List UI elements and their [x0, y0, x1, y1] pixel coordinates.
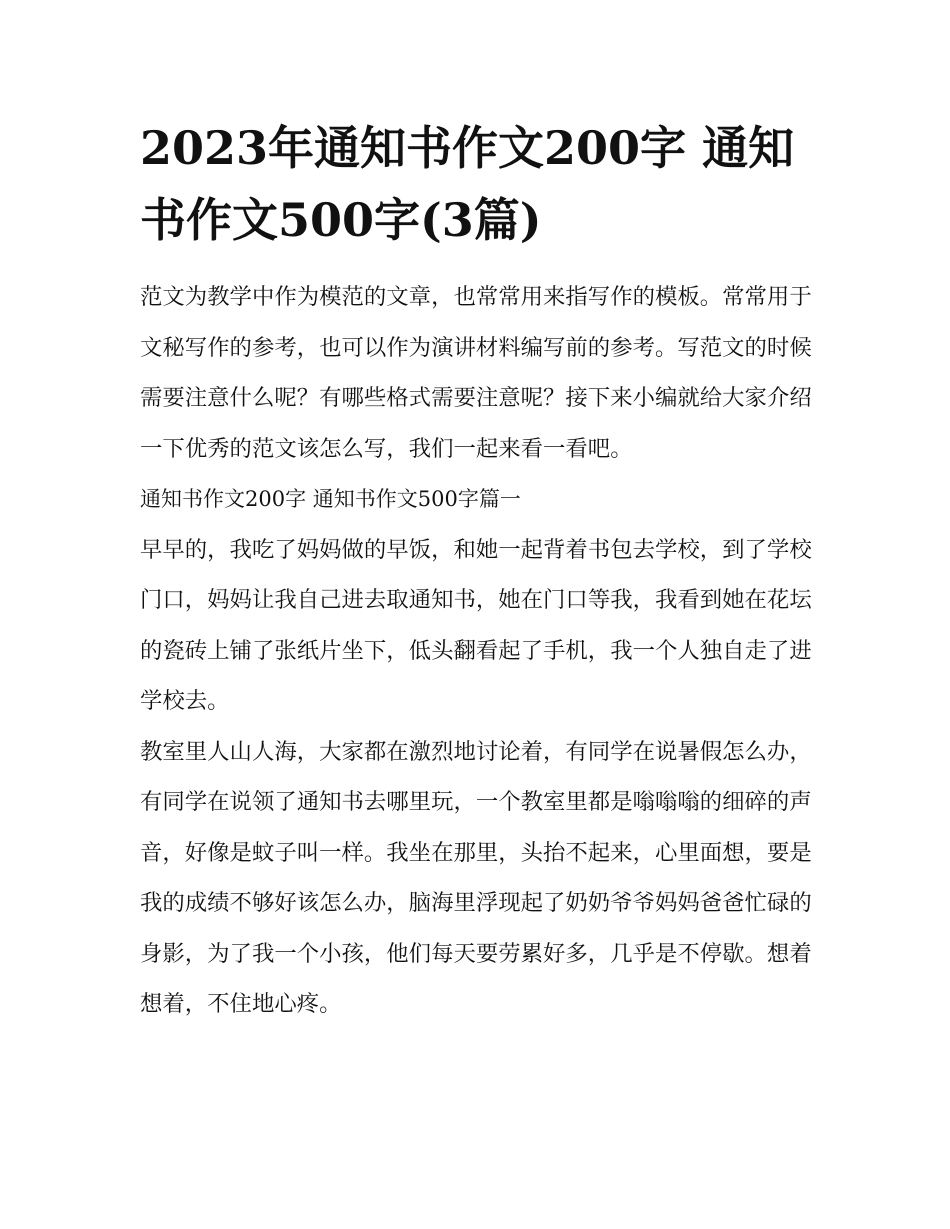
intro-paragraph: 范文为教学中作为模范的文章，也常常用来指写作的模板。常常用于文秘写作的参考，也可以作为演讲材料编写前的参考。写范文的时候需要注意什么呢？有哪些格式需要注意呢？接下来小编就给大家介绍一下优秀的范文该怎么写，我们一起来看一看吧。: [140, 284, 812, 462]
section-heading: 通知书作文200字 通知书作文500字篇一: [140, 487, 521, 511]
body-paragraph-1: 早早的，我吃了妈妈做的早饭，和她一起背着书包去学校，到了学校门口，妈妈让我自己进去取通知书，她在门口等我，我看到她在花坛的瓷砖上铺了张纸片坐下，低头翻看起了手机，我一个人独自走了进学校去。: [140, 536, 812, 714]
document-page: [140, 112, 812, 1030]
body-paragraph-2: 教室里人山人海，大家都在激烈地讨论着，有同学在说暑假怎么办，有同学在说领了通知书去哪里玩，一个教室里都是嗡嗡嗡的细碎的声音，好像是蚊子叫一样。我坐在那里，头抬不起来，心里面想，要是我的成绩不够好该怎么办，脑海里浮现起了奶奶爷爷妈妈爸爸忙碌的身影，为了我一个小孩，他们每天要劳累好多，几乎是不停歇。想着想着，不住地心疼。: [140, 738, 812, 1017]
document-title: 2023年通知书作文200字 通知书作文500字(3篇): [140, 121, 795, 247]
document-body: [140, 272, 812, 1030]
